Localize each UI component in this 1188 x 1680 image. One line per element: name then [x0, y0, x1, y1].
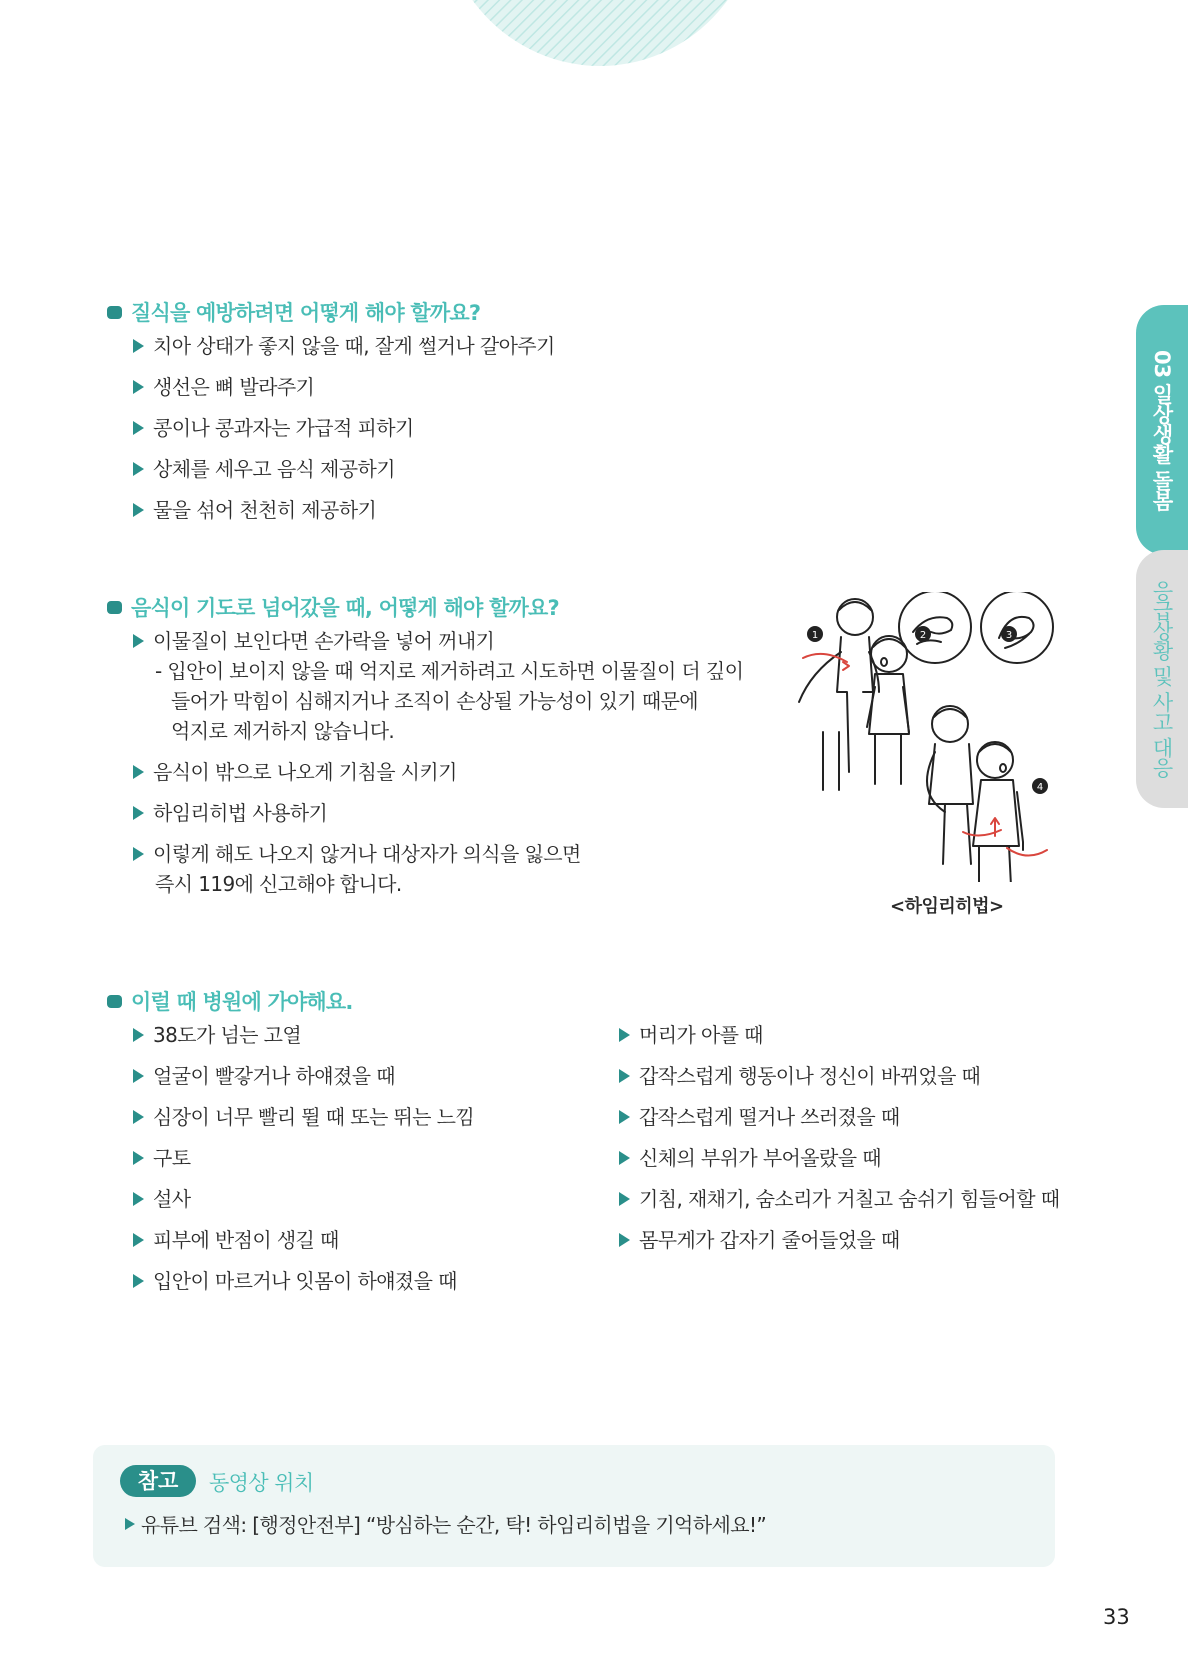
item-text: 기침, 재채기, 숨소리가 거칠고 숨쉬기 힘들어할 때 — [639, 1187, 1060, 1211]
section-choking-prevention — [107, 297, 555, 536]
triangle-bullet-icon — [619, 1069, 630, 1083]
sub-note-line: - 입안이 보이지 않을 때 억지로 제거하려고 시도하면 이물질이 더 깊이 — [155, 659, 744, 683]
item-text: 콩이나 콩과자는 가급적 피하기 — [153, 416, 414, 440]
symptom-list-right — [619, 1020, 1059, 1307]
triangle-bullet-icon — [133, 503, 144, 517]
section1-title-text: 질식을 예방하려면 어떻게 해야 할까요? — [131, 301, 481, 325]
reference-badge: 참고 — [120, 1465, 196, 1497]
list-item — [133, 626, 807, 746]
chapter-tab-emergency[interactable] — [1136, 550, 1188, 808]
item-text: 하임리히법 사용하기 — [153, 801, 328, 825]
symptom-columns — [133, 1020, 1059, 1307]
chapter-tab-label: 응급상황 및 사고 대응 — [1150, 580, 1174, 778]
section2-title-text: 음식이 기도로 넘어갔을 때, 어떻게 해야 할까요? — [131, 596, 559, 620]
triangle-bullet-icon — [133, 847, 144, 861]
list-item — [133, 1102, 619, 1132]
triangle-bullet-icon — [133, 806, 144, 820]
item-text: 치아 상태가 좋지 않을 때, 잘게 썰거나 갈아주기 — [153, 334, 555, 358]
list-item — [133, 495, 555, 525]
figure-caption: <하임리히법> — [890, 896, 1004, 917]
sub-note-line: 억지로 제거하지 않습니다. — [171, 719, 395, 743]
list-item — [619, 1061, 1059, 1091]
triangle-bullet-icon — [133, 1069, 144, 1083]
list-item — [619, 1225, 1059, 1255]
heimlich-illustration — [795, 592, 1095, 882]
step-label: 4 — [1036, 782, 1044, 793]
item-text: 신체의 부위가 부어올랐을 때 — [639, 1146, 881, 1170]
list-item — [133, 798, 807, 828]
section3-title-text: 이럴 때 병원에 가야해요. — [131, 990, 353, 1014]
list-item — [133, 454, 555, 484]
triangle-bullet-icon — [133, 1110, 144, 1124]
item-text: 이물질이 보인다면 손가락을 넣어 꺼내기 — [153, 629, 495, 653]
triangle-bullet-icon — [133, 1028, 144, 1042]
triangle-bullet-icon — [133, 1233, 144, 1247]
reference-text: 유튜브 검색: [행정안전부] “방심하는 순간, 탁! 하임리히법을 기억하세요!” — [141, 1513, 767, 1537]
list-item — [619, 1020, 1059, 1050]
step-label: 3 — [1005, 630, 1013, 641]
triangle-bullet-icon — [133, 380, 144, 394]
list-item — [133, 1061, 619, 1091]
list-item — [619, 1102, 1059, 1132]
list-item — [133, 372, 555, 402]
item-text: 피부에 반점이 생길 때 — [153, 1228, 339, 1252]
item-text-continued: 즉시 119에 신고해야 합니다. — [155, 872, 402, 896]
item-text: 얼굴이 빨갛거나 하얘졌을 때 — [153, 1064, 395, 1088]
heimlich-step4-figure — [927, 706, 1047, 882]
reference-title: 동영상 위치 — [209, 1471, 314, 1495]
triangle-bullet-icon — [619, 1192, 630, 1206]
chapter-tab-active[interactable] — [1136, 305, 1188, 555]
step-number-badge — [808, 627, 822, 641]
triangle-bullet-icon — [133, 1274, 144, 1288]
sub-note-line: 들어가 막힘이 심해지거나 조직이 손상될 가능성이 있기 때문에 — [171, 689, 699, 713]
section-airway-obstruction — [107, 592, 807, 910]
item-text: 상체를 세우고 음식 제공하기 — [153, 457, 395, 481]
triangle-bullet-icon — [133, 339, 144, 353]
reference-note-box — [93, 1445, 1055, 1567]
triangle-bullet-icon — [125, 1518, 135, 1530]
section-title — [107, 297, 555, 327]
list-item — [133, 331, 555, 361]
section-bullet-icon — [107, 601, 122, 614]
list-item — [133, 757, 807, 787]
item-text: 갑작스럽게 떨거나 쓰러졌을 때 — [639, 1105, 900, 1129]
reference-text-line — [125, 1509, 766, 1538]
triangle-bullet-icon — [133, 765, 144, 779]
item-text: 심장이 너무 빨리 뛸 때 또는 뛰는 느낌 — [153, 1105, 475, 1129]
list-item — [133, 1266, 619, 1296]
obstruction-list — [133, 626, 807, 899]
top-decoration — [440, 0, 760, 66]
triangle-bullet-icon — [133, 462, 144, 476]
list-item — [133, 1225, 619, 1255]
item-text: 음식이 밖으로 나오게 기침을 시키기 — [153, 760, 457, 784]
triangle-bullet-icon — [133, 421, 144, 435]
step-label: 2 — [919, 630, 927, 641]
list-item — [619, 1184, 1059, 1214]
triangle-bullet-icon — [619, 1151, 630, 1165]
heimlich-step2-detail — [899, 592, 971, 663]
list-item — [133, 1020, 619, 1050]
prevention-list — [133, 331, 555, 525]
item-text: 머리가 아플 때 — [639, 1023, 763, 1047]
list-item — [133, 839, 807, 899]
step-label: 1 — [811, 630, 819, 641]
symptom-list-left — [133, 1020, 619, 1307]
triangle-bullet-icon — [133, 1192, 144, 1206]
triangle-bullet-icon — [133, 1151, 144, 1165]
item-text: 몸무게가 갑자기 줄어들었을 때 — [639, 1228, 900, 1252]
chapter-tab-label: 03 일상생활 돌봄 — [1150, 350, 1174, 510]
item-text: 생선은 뼈 발라주기 — [153, 375, 315, 399]
item-text: 이렇게 해도 나오지 않거나 대상자가 의식을 잃으면 — [153, 842, 581, 866]
item-text: 구토 — [153, 1146, 191, 1170]
section-bullet-icon — [107, 995, 122, 1008]
item-text: 물을 섞어 천천히 제공하기 — [153, 498, 377, 522]
triangle-bullet-icon — [133, 634, 144, 648]
heimlich-step3-detail — [981, 592, 1053, 663]
triangle-bullet-icon — [619, 1028, 630, 1042]
section-title — [107, 986, 1059, 1016]
page-number: 33 — [1103, 1605, 1130, 1629]
section-bullet-icon — [107, 306, 122, 319]
item-text: 설사 — [153, 1187, 191, 1211]
triangle-bullet-icon — [619, 1110, 630, 1124]
list-item — [133, 1184, 619, 1214]
section-title — [107, 592, 807, 622]
list-item — [133, 413, 555, 443]
item-text: 갑작스럽게 행동이나 정신이 바뀌었을 때 — [639, 1064, 981, 1088]
item-text: 38도가 넘는 고열 — [153, 1023, 302, 1047]
triangle-bullet-icon — [619, 1233, 630, 1247]
section-hospital-visit — [107, 986, 1059, 1307]
list-item — [619, 1143, 1059, 1173]
item-text: 입안이 마르거나 잇몸이 하얘졌을 때 — [153, 1269, 457, 1293]
list-item — [133, 1143, 619, 1173]
